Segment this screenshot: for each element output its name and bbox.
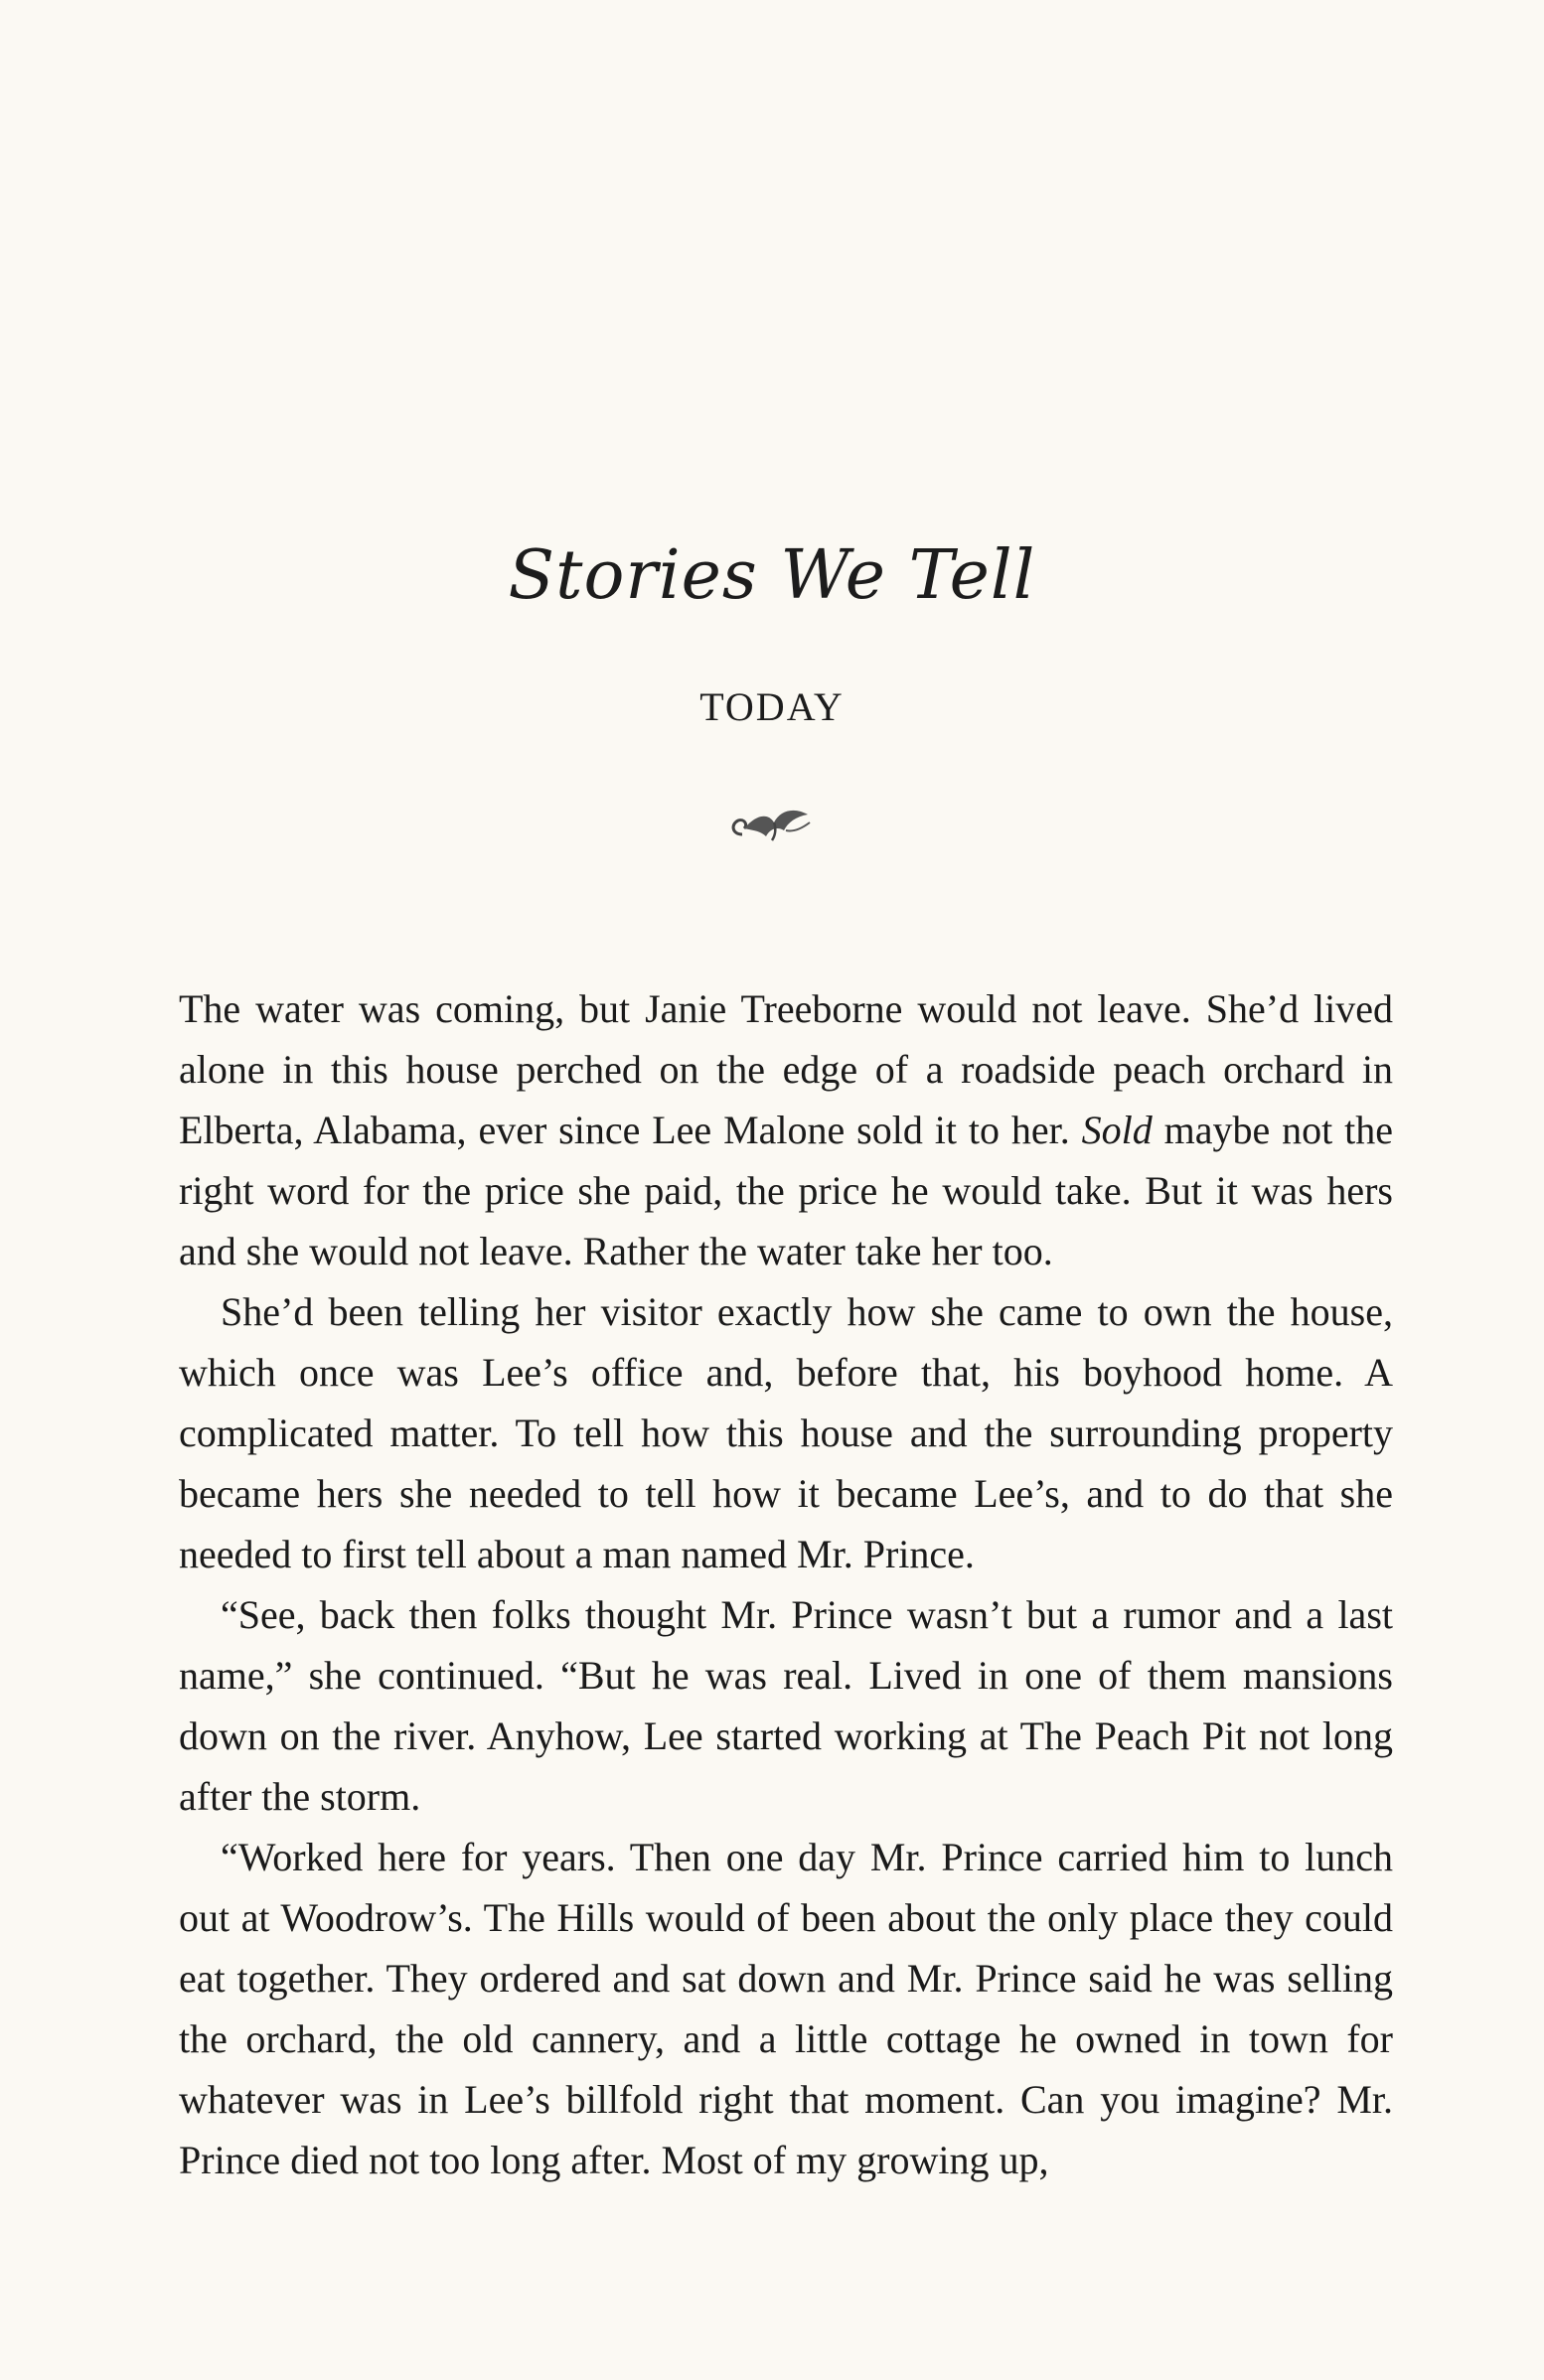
fleuron-icon (722, 795, 822, 854)
paragraph-4: “Worked here for years. Then one day Mr. Prince carried him to lunch out at Woodrow’s. The Hills would of been about the only place they could eat together. They ordered and sat down and Mr. Prince said he was selling the orchard, the old cannery, and a little cottage he owned in town for whatever was in Lee’s billfold right that moment. Can you imagine? Mr. Prince died not too long after. Most of my growing up, (179, 1835, 1393, 2182)
chapter-title: Stories We Tell (508, 536, 1036, 615)
body-text (179, 978, 1393, 2190)
paragraph-2: She’d been telling her visitor exactly how she came to own the house, which once was Lee’s office and, before that, his boyhood home. A complicated matter. To tell how this house and the surrounding property became hers she needed to tell how it became Lee’s, and to do that she needed to first tell about a man named Mr. Prince. (179, 1289, 1393, 1576)
paragraph-1 (179, 978, 1393, 1281)
paragraph-1-part-1: The water was coming, but Janie Treeborne would not leave. She’d lived alone in this house perched on the edge of a roadside peach orchard in Elberta, Alabama, ever since Lee Malone sold it to her. (179, 986, 1393, 1152)
emphasis-sold: Sold (1081, 1108, 1153, 1152)
chapter-subtitle: TODAY (699, 684, 845, 729)
paragraph-3: “See, back then folks thought Mr. Prince wasn’t but a rumor and a last name,” she continued. “But he was real. Lived in one of them mansions down on the river. Anyhow, Lee started working at The Peach Pit not long after the storm. (179, 1592, 1393, 1819)
paragraph-1-part-2: maybe not the right word for the price she paid, the price he would take. But it was hers and she would not leave. Rather the water take her too. (179, 1108, 1393, 1273)
